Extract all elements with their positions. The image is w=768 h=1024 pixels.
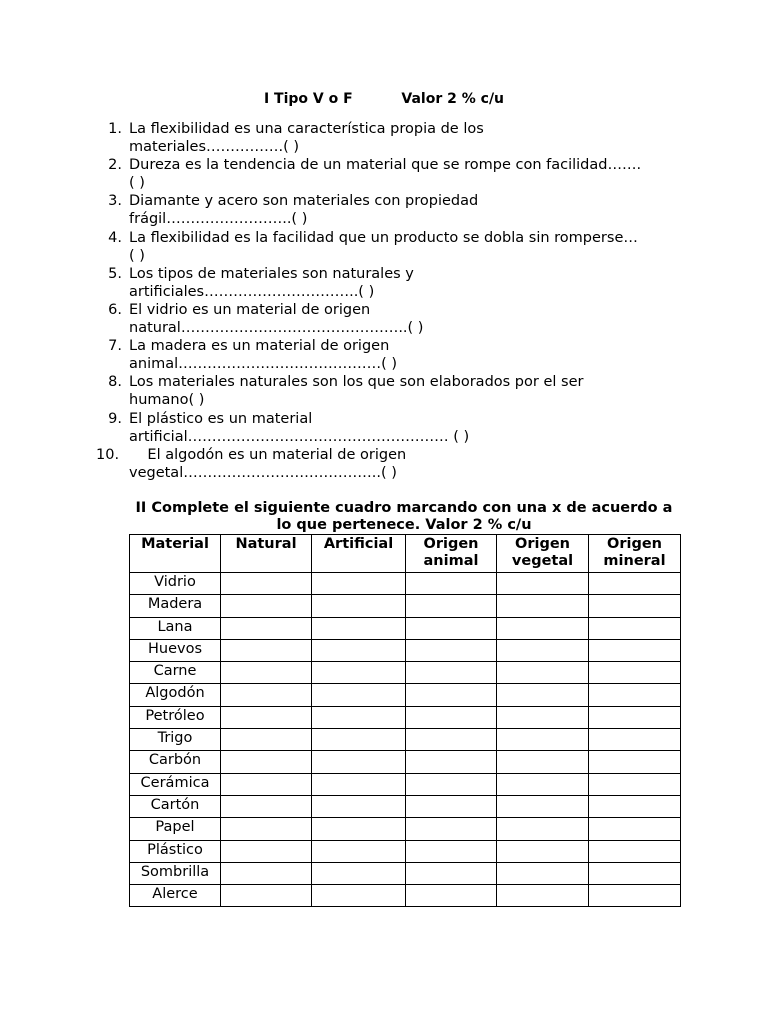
answer-cell[interactable] [312,729,406,751]
question-text-line1: La flexibilidad es una característica propia de los [129,121,484,137]
answer-cell[interactable] [221,639,312,661]
question-item [102,337,682,373]
column-header-origen-vegetal: Origen vegetal [497,535,589,573]
table-row [130,773,681,795]
answer-cell[interactable] [497,573,589,595]
table-row [130,617,681,639]
answer-cell[interactable] [312,840,406,862]
table-row [130,573,681,595]
answer-cell[interactable] [589,573,681,595]
answer-cell[interactable] [312,862,406,884]
table-row [130,840,681,862]
column-header-artificial: Artificial [312,535,406,573]
answer-cell[interactable] [497,729,589,751]
section1-title: I Tipo V o F Valor 2 % c/u [263,91,505,107]
material-name-cell: Petróleo [130,706,221,728]
question-text-line2: animal……………………………………( ) [129,356,398,373]
table-row [130,862,681,884]
answer-cell[interactable] [406,639,497,661]
answer-cell[interactable] [497,639,589,661]
answer-cell[interactable] [497,840,589,862]
answer-cell[interactable] [497,706,589,728]
answer-cell[interactable] [406,617,497,639]
answer-cell[interactable] [406,862,497,884]
column-header-natural: Natural [221,535,312,573]
answer-cell[interactable] [312,662,406,684]
question-number: 1. [108,121,122,137]
answer-cell[interactable] [312,684,406,706]
answer-cell[interactable] [497,751,589,773]
answer-cell[interactable] [589,729,681,751]
question-text-line2: natural………………………………………..( ) [129,320,424,337]
materials-classification-table [129,534,681,907]
question-number: 5. [108,265,122,282]
material-name-cell: Cartón [130,795,221,817]
answer-cell[interactable] [221,751,312,773]
answer-cell[interactable] [497,662,589,684]
answer-cell[interactable] [589,795,681,817]
answer-cell[interactable] [221,862,312,884]
answer-cell[interactable] [221,573,312,595]
answer-cell[interactable] [406,706,497,728]
question-text-line2: artificial……………………………………………… ( ) [129,428,470,445]
question-text-line1: Diamante y acero son materiales con propiedad [129,193,479,210]
material-name-cell: Cerámica [130,773,221,795]
answer-cell[interactable] [589,885,681,907]
question-text-line1: El vidrio es un material de origen [129,301,371,318]
material-name-cell: Carbón [130,751,221,773]
question-text-line2: ( ) [129,175,145,192]
material-name-cell: Lana [130,617,221,639]
answer-cell[interactable] [312,639,406,661]
question-text-line2: artificiales…………………………..( ) [129,283,375,300]
answer-cell[interactable] [497,595,589,617]
answer-cell[interactable] [589,773,681,795]
question-text-line2: vegetal…………………………………..( ) [129,464,397,481]
answer-cell[interactable] [589,840,681,862]
answer-cell[interactable] [589,684,681,706]
question-item [102,410,682,446]
question-item [96,446,682,482]
answer-cell[interactable] [312,818,406,840]
question-item [102,301,682,337]
question-number: 6. [108,301,122,318]
question-item [102,265,682,301]
material-name-cell: Vidrio [130,573,221,595]
answer-cell[interactable] [589,617,681,639]
answer-cell[interactable] [312,751,406,773]
answer-cell[interactable] [221,840,312,862]
answer-cell[interactable] [406,840,497,862]
column-header-origen-animal: Origen animal [406,535,497,573]
answer-cell[interactable] [406,818,497,840]
table-row [130,639,681,661]
question-text-line1: La madera es un material de origen [129,338,390,355]
answer-cell[interactable] [406,751,497,773]
answer-cell[interactable] [497,617,589,639]
table-body [130,573,681,907]
table-header-row [130,535,681,573]
table-row [130,751,681,773]
question-text-line2: humano( ) [129,392,205,409]
answer-cell[interactable] [406,662,497,684]
material-name-cell: Alerce [130,885,221,907]
answer-cell[interactable] [406,684,497,706]
question-text-line1: El algodón es un material de origen [129,446,407,463]
question-text-line2: frágil……………………..( ) [129,211,308,228]
material-name-cell: Madera [130,595,221,617]
table-row [130,706,681,728]
column-header-origen-mineral: Origen mineral [589,535,681,573]
answer-cell[interactable] [497,885,589,907]
answer-cell[interactable] [497,862,589,884]
material-name-cell: Papel [130,818,221,840]
table-row [130,818,681,840]
answer-cell[interactable] [312,885,406,907]
answer-cell[interactable] [589,706,681,728]
question-item [102,373,682,409]
table-row [130,595,681,617]
answer-cell[interactable] [589,818,681,840]
table-row [130,729,681,751]
answer-cell[interactable] [221,818,312,840]
answer-cell[interactable] [221,885,312,907]
answer-cell[interactable] [497,795,589,817]
question-item [102,156,682,192]
material-name-cell: Plástico [130,840,221,862]
column-header-material: Material [130,535,221,573]
question-item [102,192,682,228]
answer-cell[interactable] [497,684,589,706]
material-name-cell: Huevos [130,639,221,661]
answer-cell[interactable] [406,795,497,817]
question-number: 2. [108,157,122,174]
question-text-line1: El plástico es un material [129,410,313,427]
answer-cell[interactable] [221,662,312,684]
question-text-line1: La flexibilidad es la facilidad que un producto se dobla sin romperse… [129,229,638,246]
table-row [130,885,681,907]
answer-cell[interactable] [497,818,589,840]
question-text-line1: Dureza es la tendencia de un material que se rompe con facilidad……. [129,157,642,174]
question-item [102,120,682,156]
answer-cell[interactable] [312,706,406,728]
question-number: 4. [108,229,122,246]
material-name-cell: Trigo [130,729,221,751]
answer-cell[interactable] [221,595,312,617]
material-name-cell: Algodón [130,684,221,706]
table-row [130,795,681,817]
answer-cell[interactable] [406,729,497,751]
table-row [130,662,681,684]
question-number: 9. [108,410,122,427]
answer-cell[interactable] [406,573,497,595]
answer-cell[interactable] [589,862,681,884]
question-number: 10. [96,446,120,463]
answer-cell[interactable] [312,617,406,639]
answer-cell[interactable] [497,773,589,795]
answer-cell[interactable] [312,795,406,817]
answer-cell[interactable] [221,617,312,639]
material-name-cell: Carne [130,662,221,684]
question-text-line1: Los materiales naturales son los que son elaborados por el ser [129,374,584,391]
answer-cell[interactable] [312,595,406,617]
table-row [130,684,681,706]
question-number: 8. [108,374,122,391]
answer-cell[interactable] [221,706,312,728]
answer-cell[interactable] [221,795,312,817]
material-name-cell: Sombrilla [130,862,221,884]
answer-cell[interactable] [589,639,681,661]
answer-cell[interactable] [312,773,406,795]
answer-cell[interactable] [406,595,497,617]
answer-cell[interactable] [221,684,312,706]
question-item [102,229,682,265]
question-text-line2: materiales…………….( ) [129,139,300,156]
answer-cell[interactable] [406,885,497,907]
question-text-line1: Los tipos de materiales son naturales y [129,265,414,282]
answer-cell[interactable] [589,751,681,773]
answer-cell[interactable] [221,729,312,751]
question-number: 7. [108,338,122,355]
answer-cell[interactable] [589,662,681,684]
question-number: 3. [108,193,122,210]
answer-cell[interactable] [406,773,497,795]
true-false-question-list [96,120,682,482]
answer-cell[interactable] [589,595,681,617]
answer-cell[interactable] [221,773,312,795]
answer-cell[interactable] [312,573,406,595]
section2-title: II Complete el siguiente cuadro marcando con una x de acuerdo a lo que pertenece. Valor 2 % c/u [135,500,673,533]
question-text-line2: ( ) [129,247,145,264]
